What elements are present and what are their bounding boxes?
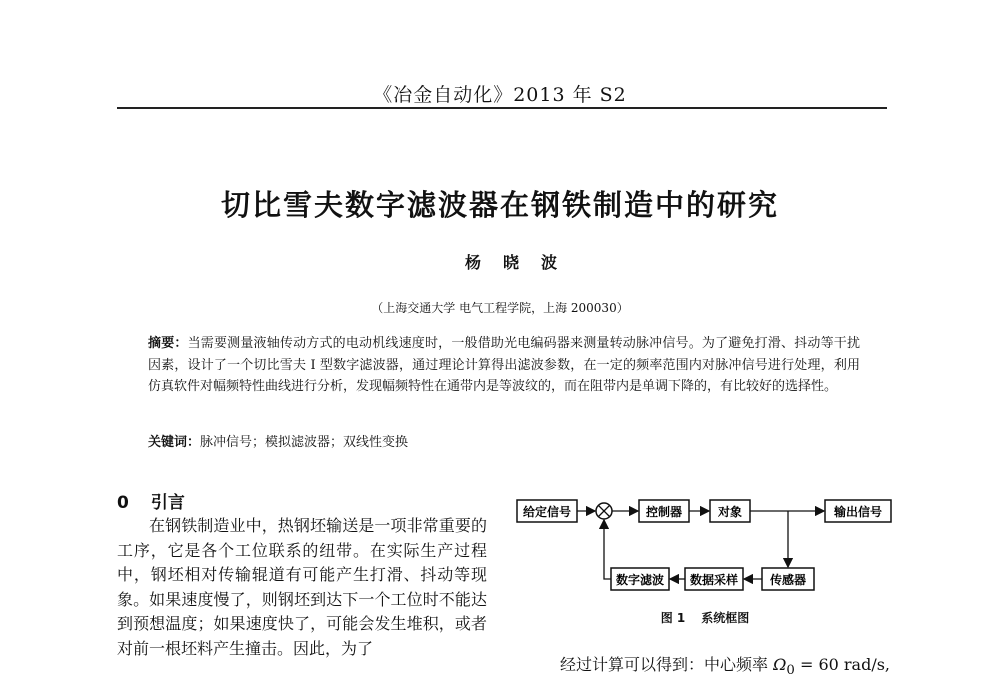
right-text-after: = 60 rad/s, <box>799 655 891 674</box>
block-input-label: 给定信号 <box>522 505 572 519</box>
paper-title: 切比雪夫数字滤波器在钢铁制造中的研究 <box>220 188 779 222</box>
block-sensor-label: 传感器 <box>769 573 807 587</box>
figure-number: 图 1 <box>660 611 686 625</box>
block-filter-label: 数字滤波 <box>615 573 665 587</box>
author-name: 杨晓波 <box>464 253 579 272</box>
block-controller-label: 控制器 <box>645 505 683 519</box>
section-title: 引言 <box>150 493 185 513</box>
figure-caption <box>515 609 895 626</box>
keywords <box>148 431 860 450</box>
system-block-diagram <box>515 490 895 600</box>
omega-subscript: 0 <box>786 663 795 678</box>
abstract-label: 摘要： <box>148 336 188 351</box>
intro-paragraph: 在钢铁制造业中，热钢坯输送是一项非常重要的工序，它是各个工位联系的纽带。在实际生产过程中，钢坯相对传输辊道有可能产生打滑、抖动等现象。如果速度慢了，则钢坯到达下一个工位时不能达到预想温度；如果速度快了，可能会发生堆积，或者对前一根坯料产生撞击。因此，为了 <box>117 516 487 658</box>
keywords-text: 脉冲信号；模拟滤波器；双线性变换 <box>200 435 409 450</box>
section-number: 0 <box>117 493 129 513</box>
figure-caption-text: 系统框图 <box>701 611 750 625</box>
block-plant-label: 对象 <box>717 505 743 519</box>
abstract <box>148 333 860 398</box>
right-column-text <box>560 652 890 678</box>
header-rule <box>117 107 887 109</box>
keywords-label: 关键词： <box>148 435 201 450</box>
block-output-label: 输出信号 <box>833 505 883 519</box>
omega-symbol: Ω <box>773 655 787 674</box>
affiliation: （上海交通大学 电气工程学院，上海 200030） <box>371 301 629 315</box>
journal-header: 《冶金自动化》2013 年 S2 <box>373 84 627 106</box>
block-sampling-label: 数据采样 <box>689 573 739 587</box>
abstract-text: 当需要测量液轴传动方式的电动机线速度时，一般借助光电编码器来测量转动脉冲信号。为了避免打滑、抖动等干扰因素，设计了一个切比雪夫 I 型数字滤波器，通过理论计算得出滤波参数，在一定的频率范围内对脉冲信号进行处理，利用仿真软件对幅频特性曲线进行分析，发现幅频特性在通带内是等波纹的，而在阻带内是单调下降的，有比较好的选择性。 <box>148 336 860 394</box>
right-text-before: 经过计算可以得到：中心频率 <box>560 655 769 674</box>
section-heading <box>117 488 185 513</box>
